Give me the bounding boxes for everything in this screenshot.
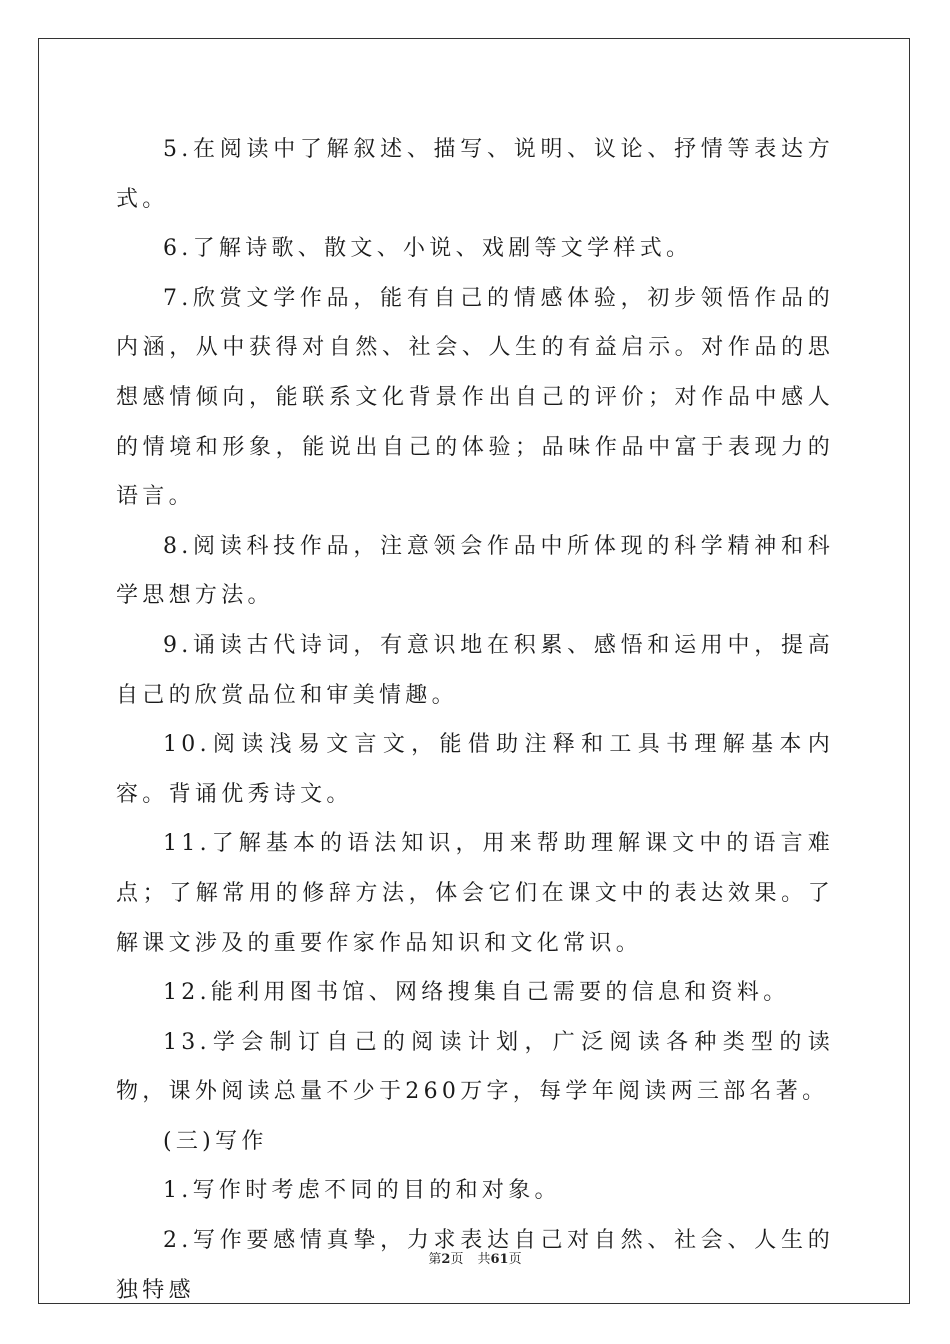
paragraph: 2.写作要感情真挚，力求表达自己对自然、社会、人生的独特感	[116, 1228, 834, 1303]
paragraph: 7.欣赏文学作品，能有自己的情感体验，初步领悟作品的内涵，从中获得对自然、社会、人生的有益启示。对作品的思想感情倾向，能联系文化背景作出自己的评价；对作品中感人的情境和形象，能说出自己的体验；品味作品中富于表现力的语言。	[116, 285, 834, 510]
paragraph: 9.诵读古代诗词，有意识地在积累、感悟和运用中，提高自己的欣赏品位和审美情趣。	[116, 632, 834, 708]
paragraph: 11.了解基本的语法知识，用来帮助理解课文中的语言难点；了解常用的修辞方法，体会它们在课文中的表达效果。了解课文涉及的重要作家作品知识和文化常识。	[116, 831, 834, 956]
page-prefix: 第	[428, 1252, 442, 1267]
paragraph: 6.了解诗歌、散文、小说、戏剧等文学样式。	[163, 236, 693, 262]
paragraph: 10.阅读浅易文言文，能借助注释和工具书理解基本内容。背诵优秀诗文。	[116, 732, 834, 807]
document-body	[116, 125, 834, 1315]
paragraph: 1.写作时考虑不同的目的和对象。	[163, 1178, 561, 1204]
paragraph: 8.阅读科技作品，注意领会作品中所体现的科学精神和科学思想方法。	[116, 533, 834, 609]
page-footer	[0, 1248, 950, 1267]
paragraph: 13.学会制订自己的阅读计划，广泛阅读各种类型的读物，课外阅读总量不少于260万字，每学年阅读两三部名著。	[116, 1029, 834, 1105]
total-prefix: 共	[477, 1252, 491, 1267]
page-suffix: 页	[450, 1252, 464, 1267]
paragraph: 5.在阅读中了解叙述、描写、说明、议论、抒情等表达方式。	[116, 137, 834, 212]
section-heading: (三)写作	[163, 1128, 268, 1154]
total-suffix: 页	[508, 1252, 522, 1267]
paragraph: 12.能利用图书馆、网络搜集自己需要的信息和资料。	[163, 980, 790, 1006]
page-number: 2	[441, 1252, 451, 1267]
total-pages: 61	[490, 1252, 509, 1267]
